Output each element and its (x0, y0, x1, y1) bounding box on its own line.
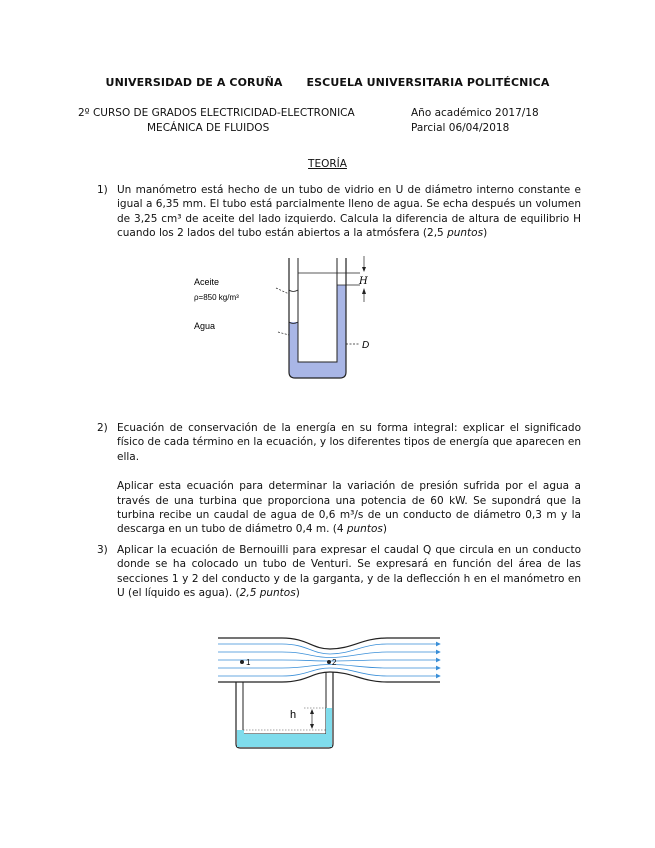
question-1: 1) Un manómetro está hecho de un tubo de vidrio en U de diámetro interno constante e igual a 6,35 mm. El tubo está parcialmente lleno de agua. Se echa después un volumen de 3,25 cm³ de aceite del lado izquierdo. Calcula la diferencia de altura de equilibrio H cuando los 2 lados del tubo están abiertos a la atmósfera (2,5 puntos) (97, 184, 581, 240)
oil-label: Aceite (194, 277, 220, 287)
academic-year: Año académico 2017/18 (411, 107, 539, 119)
oil-fill (289, 274, 298, 322)
university-name: UNIVERSIDAD DE A CORUÑA (105, 76, 283, 89)
density-label: ρ=850 kg/m³ (194, 293, 239, 302)
point-1-marker (240, 660, 244, 664)
h-dimension-label: H (359, 276, 368, 287)
water-label: Agua (194, 321, 216, 331)
header-institutions (0, 76, 655, 89)
question-text: Aplicar la ecuación de Bernouilli para expresar el caudal Q que circula en un conducto donde se ha colocado un tubo de Venturi. Se expresará en función del área de las secciones 1 y 2 del conducto y de la garganta, y de la deflección h en el manómetro en U (el líquido es agua). ( (117, 544, 581, 600)
pipe-top-wall (218, 638, 440, 649)
question-3: 3) Aplicar la ecuación de Bernouilli para expresar el caudal Q que circula en un conducto donde se ha colocado un tubo de Venturi. Se expresará en función del área de las secciones 1 y 2 del conducto y de la garganta, y de la deflección h en el manómetro en U (el líquido es agua). (2,5 puntos) (97, 544, 581, 600)
question-points: 2,5 puntos (239, 587, 296, 600)
venturi-tube-figure (212, 632, 444, 754)
liquid-bottom (237, 734, 332, 747)
question-points: puntos (447, 227, 484, 240)
course-line-2: MECÁNICA DE FLUIDOS (147, 122, 270, 134)
question-2: 2) Ecuación de conservación de la energía en su forma integral: explicar el significado físico de cada término en la ecuación, y los diferentes tipos de energía que aparecen en ella. Aplicar esta ecuación para determinar la variación de presión sufrida por el agua a través de una turbina que proporciona una potencia de 60 kW. Se supondrá que la turbina recibe un caudal de agua de 0,6 m³/s de un conducto de diámetro 0,3 m y la descarga en un tubo de diámetro 0,4 m. (4 puntos) (97, 422, 581, 536)
point-2-label: 2 (332, 658, 337, 667)
liquid-right (326, 708, 332, 736)
course-line-1: 2º CURSO DE GRADOS ELECTRICIDAD-ELECTRONICA (78, 107, 355, 119)
question-number: 2) (97, 422, 108, 434)
question-number: 3) (97, 544, 108, 556)
section-title: TEORÍA (308, 158, 347, 170)
exam-date: Parcial 06/04/2018 (411, 122, 510, 134)
point-2-marker (327, 660, 331, 664)
question-text: Ecuación de conservación de la energía en su forma integral: explicar el significado físico de cada término en la ecuación, y los diferentes tipos de energía que aparecen en ella. (117, 422, 581, 463)
point-1-label: 1 (246, 658, 251, 667)
pipe-bottom-wall (218, 672, 440, 682)
tube-inner-wall (298, 258, 337, 362)
h-deflection-label: h (290, 709, 297, 721)
diameter-label: D (362, 340, 370, 351)
question-text: Un manómetro está hecho de un tubo de vidrio en U de diámetro interno constante e igual a 6,35 mm. El tubo está parcialmente lleno de agua. Se echa después un volumen de 3,25 cm³ de aceite del lado izquierdo. Calcula la diferencia de altura de equilibrio H cuando los 2 lados del tubo están abiertos a la atmósfera (2,5 (117, 184, 581, 240)
school-name: ESCUELA UNIVERSITARIA POLITÉCNICA (306, 76, 550, 89)
u-tube-manometer-figure (180, 252, 380, 382)
question-text-part2: Aplicar esta ecuación para determinar la variación de presión sufrida por el agua a través de una turbina que proporciona una potencia de 60 kW. Se supondrá que la turbina recibe un caudal de agua de 0,6 m³/s de un conducto de diámetro 0,3 m y la descarga en un tubo de diámetro 0,4 m. (4 (117, 480, 581, 536)
question-number: 1) (97, 184, 108, 196)
question-points: puntos (346, 523, 383, 536)
